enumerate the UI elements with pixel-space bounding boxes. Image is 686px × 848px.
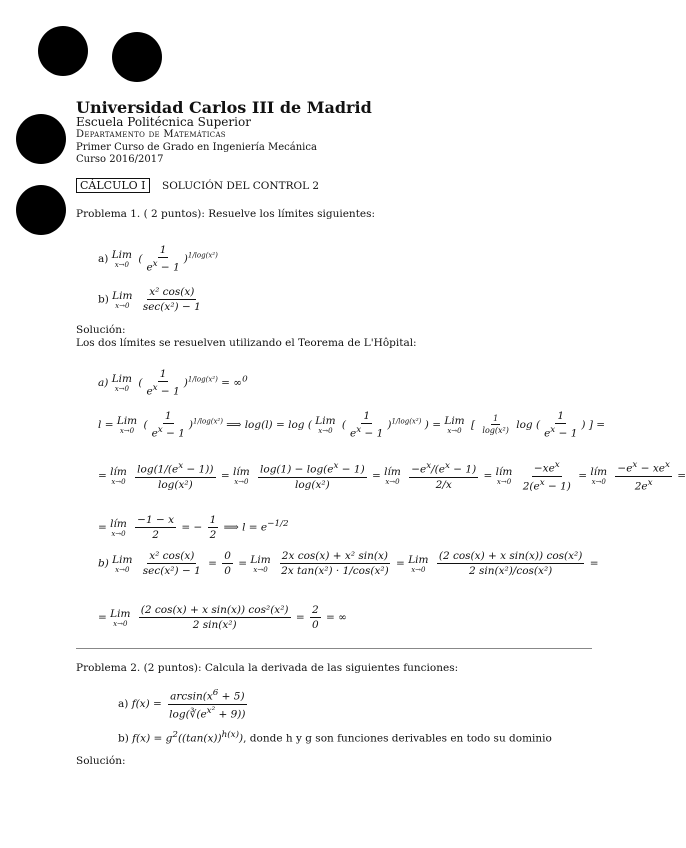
problem1-a-label: a) xyxy=(98,252,109,265)
solution-b-step1: b) Lim x→0 $\frac{\text{x² cos(x)}}{\text{sec(x²) − 1}}$ = $\frac{0}{0}$ = Lim x→0 $\frac{\text{2x cos(x) + x² sin(x)}}{\text{2x tan(x²) · 1/cos(x²)}}$ = Lim x→0 $\frac{\text{(2 cos(x) + x sin(x)) cos(x²)}}{\text{2 sin(x²)/cos(x²)}}$ = xyxy=(98,550,599,577)
punch-hole-1 xyxy=(38,26,88,76)
solution-a-step3: = lím x→0 $\frac{-1 - x}{2}$ = − $\frac{1}{2}$ ⟹ $l = e^{-1/2}$ xyxy=(98,514,289,541)
solution-a-step2: = lím x→0 $\frac{\log(1/(e^x - 1))}{\text{log(x²)}}$ = lím x→0 $\frac{\log(1) - \log(e^x - 1)}{\text{log(x²)}}$ = lím x→0 $\frac{-e^x/(e^x - 1)}{2/x}$ = lím x→0 $\frac{-xe^x}{2(e^x - 1)}$ = lím x→0 $\frac{-e^x - xe^x}{2e^x}$ = xyxy=(98,460,686,492)
solution-b-step2: = Lim x→0 $\frac{\text{(2 cos(x) + x sin(x)) cos²(x²)}}{\text{2 sin(x²)}}$ = $\frac{2}{0}$ = ∞ xyxy=(98,604,347,631)
limit-operator: Lim x→0 xyxy=(112,289,133,310)
problem2-a: a) f(x) = $\frac{\arcsin(x^6 + 5)}{\log(∛(e^{x^2} + 9))}$ xyxy=(118,688,246,720)
problem2-b-label: b) xyxy=(118,732,129,745)
course-year: Curso 2016/2017 xyxy=(76,154,164,165)
problem1-statement: Problema 1. ( 2 puntos): Resuelve los límites siguientes: xyxy=(76,208,376,220)
department-name: Departamento de Matemáticas xyxy=(76,129,226,140)
solution-a-step1: l = Lim x→0 ( $\frac{1}{e^x - 1}$ )$^{1/log(x^2)}$ ⟹ log(l) = log ( Lim x→0 ( $\frac{1}{e^x - 1}$ )$^{1/log(x^2)}$ ) = Lim x→0 [ $\frac{1}{\text{log(x²)}}$ log ( $\frac{1}{e^x - 1}$ ) ] = xyxy=(98,410,606,440)
problem2-a-label: a) xyxy=(118,698,129,710)
solution-a-result: a) Lim x→0 ( $\frac{1}{e^x - 1}$ )$^{1/log(x^2)}$ = ∞$^0$ xyxy=(98,368,248,398)
problem2-b-text: , donde h y g son funciones derivables en todo su dominio xyxy=(243,732,552,745)
exam-title: SOLUCIÓN DEL CONTROL 2 xyxy=(162,180,320,192)
subject-box: CÁLCULO I xyxy=(76,178,150,193)
problem1-a: a) Lim x→0 ( $\frac{1}{e^x - 1}$ )$^{1/log(x^2)}$ xyxy=(98,244,218,274)
limit-operator: Lim x→0 xyxy=(111,248,132,269)
problem1-b: b) Lim x→0 $\frac{\text{x² cos(x)}}{\text{sec(x²) − 1}}$ xyxy=(98,286,201,313)
problem2-statement: Problema 2. (2 puntos): Calcula la derivada de las siguientes funciones: xyxy=(76,662,459,674)
punch-hole-2 xyxy=(112,32,162,82)
problem2-b: b) $f(x) = g^2((\tan(x))^{h(x)})$, donde h y g son funciones derivables en todo su dominio xyxy=(118,730,552,745)
punch-hole-4 xyxy=(16,185,66,235)
school-name: Escuela Politécnica Superior xyxy=(76,115,251,129)
problem1-solution-label: Solución: xyxy=(76,324,126,336)
section-divider xyxy=(76,648,592,649)
punch-hole-3 xyxy=(16,114,66,164)
problem1-solution-intro: Los dos límites se resuelven utilizando el Teorema de L'Hôpital: xyxy=(76,337,417,349)
course-name: Primer Curso de Grado en Ingeniería Mecánica xyxy=(76,142,317,153)
problem1-b-label: b) xyxy=(98,293,109,306)
problem2-solution-label: Solución: xyxy=(76,755,126,767)
university-name: Universidad Carlos III de Madrid xyxy=(76,98,372,117)
